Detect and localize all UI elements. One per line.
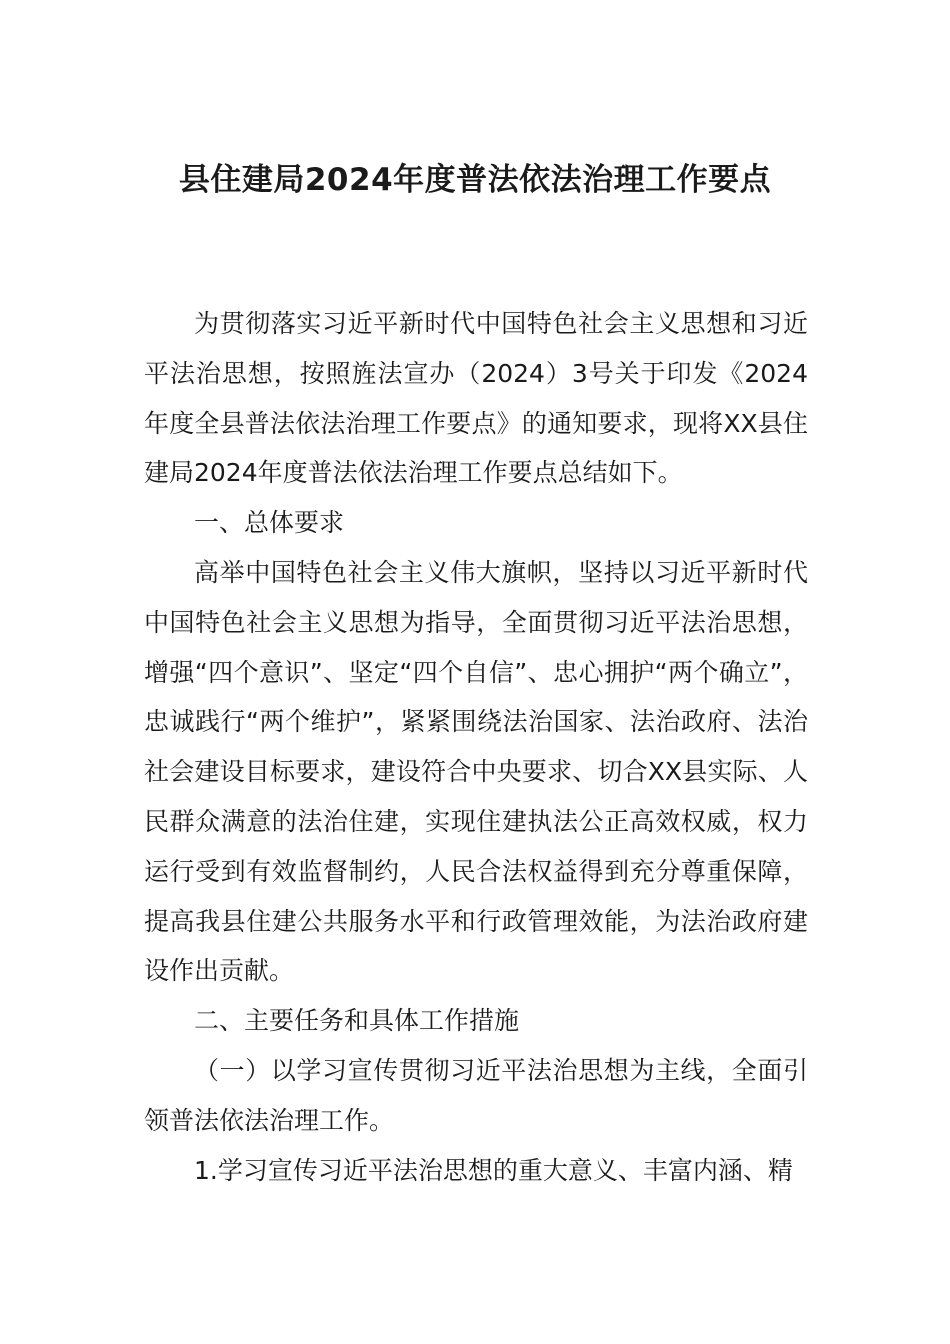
document-title: 县住建局2024年度普法依法治理工作要点 <box>178 162 772 198</box>
subsection-heading-1: （一）以学习宣传贯彻习近平法治思想为主线，全面引领普法依法治理工作。 <box>144 1055 808 1135</box>
document-body <box>144 299 808 1195</box>
section-heading-general-requirements: 一、总体要求 <box>194 508 345 538</box>
general-requirements-paragraph: 高举中国特色社会主义伟大旗帜，坚持以习近平新时代中国特色社会主义思想为指导，全面贯彻习近平法治思想，增强“四个意识”、坚定“四个自信”、忠心拥护“两个确立”，忠诚践行“两个维护”，紧紧围绕法治国家、法治政府、法治社会建设目标要求，建设符合中央要求、切合XX县实际、人民群众满意的法治住建，实现住建执法公正高效权威，权力运行受到有效监督制约，人民合法权益得到充分尊重保障，提高我县住建公共服务水平和行政管理效能，为法治政府建设作出贡献。 <box>144 557 808 986</box>
intro-paragraph: 为贯彻落实习近平新时代中国特色社会主义思想和习近平法治思想，按照旌法宣办（2024）3号关于印发《2024年度全县普法依法治理工作要点》的通知要求，现将XX县住建局2024年度普法依法治理工作要点总结如下。 <box>144 309 808 488</box>
section-heading-main-tasks: 二、主要任务和具体工作措施 <box>194 1006 520 1036</box>
list-item-1: 1.学习宣传习近平法治思想的重大意义、丰富内涵、精 <box>194 1155 793 1185</box>
